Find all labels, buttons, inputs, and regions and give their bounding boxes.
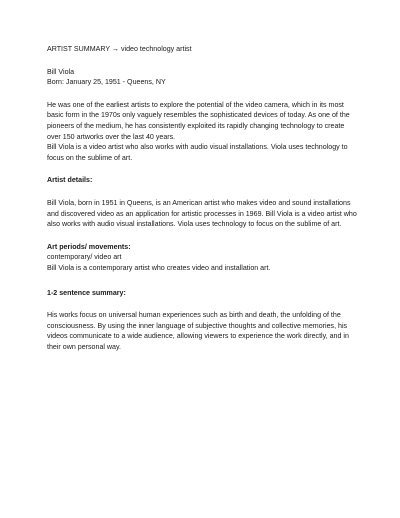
intro-paragraph-2: Bill Viola is a video artist who also works with audio visual installations. Viola uses technology to focus on the sublime of art.: [47, 143, 348, 162]
art-periods-description: Bill Viola is a contemporary artist who creates video and installation art.: [47, 263, 271, 272]
artist-name: Bill Viola: [47, 67, 75, 76]
intro-paragraph: He was one of the earliest artists to explore the potential of the video camera, which in its most basic form in the 1970s only vaguely resembles the sophisticated devices of today. As one of the pioneers of the medium, he has consistently exploited its rapidly changing technology to create over 150 artworks over the last 40 years.: [47, 100, 350, 141]
born-line: Born: January 25, 1951 - Queens, NY: [47, 78, 166, 87]
title-line: ARTIST SUMMARY → video technology artist: [47, 45, 192, 53]
art-periods-heading: Art periods/ movements:: [47, 242, 131, 251]
summary-paragraph: His works focus on universal human experiences such as birth and death, the unfolding of the consciousness. By using the inner language of subjective thoughts and collective memories, his videos communicate to a wide audience, allowing viewers to experience the work directly, and in their own personal way.: [47, 311, 349, 351]
artist-details-heading: Artist details:: [47, 176, 93, 185]
artist-details-paragraph: Bill Viola, born in 1951 in Queens, is an American artist who makes video and sound installations and discovered video as an application for artistic processes in 1969. Bill Viola is a video artist who also works with audio visual installations. Viola uses technology to focus on the sublime of art.: [47, 198, 357, 229]
summary-heading: 1-2 sentence summary:: [47, 288, 126, 297]
art-periods-value: contemporary/ video art: [47, 253, 122, 262]
